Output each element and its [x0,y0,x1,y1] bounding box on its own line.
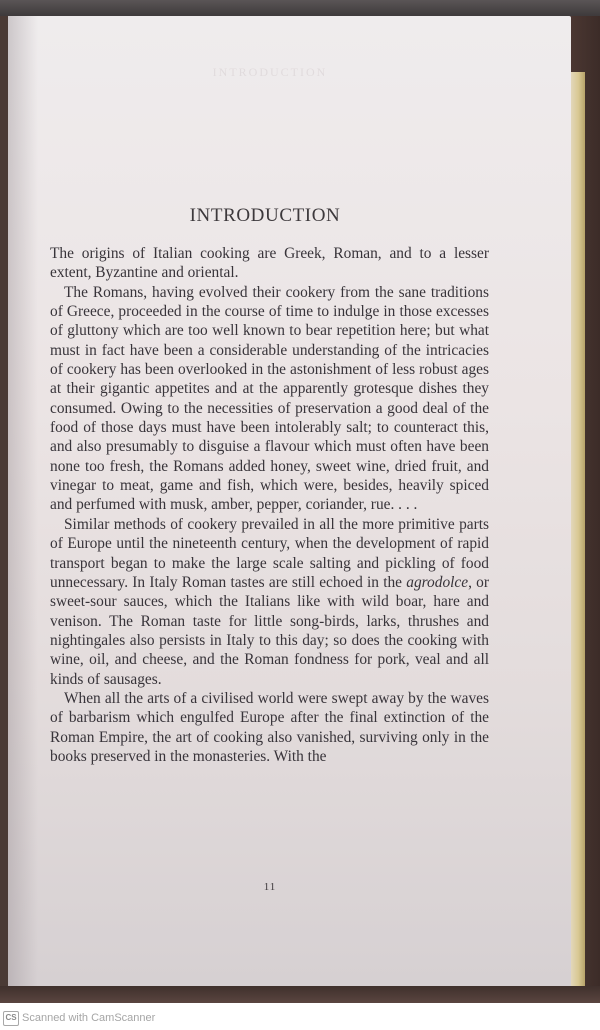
watermark-text: Scanned with CamScanner [22,1012,156,1024]
paragraph-1: The origins of Italian cooking are Greek, Roman, and to a lesser extent, Byzantine and oriental. [50,245,489,282]
paragraph-2: The Romans, having evolved their cookery from the sane traditions of Greece, proceeded in the course of time to indulge in those excesses of gluttony which are too well known to bear repetition here; but what must in fact have been a considerable understanding of the intricacies of cookery has been overlooked in the astonishment of less robust ages at their gigantic appetites and at the apparently grotesque dishes they consumed. Owing to the necessities of preservation a good deal of the food of those days must have been intolerably salt; to counteract this, and also presumably to disguise a flavour which must often have been none too fresh, the Romans added honey, sweet wine, dried fruit, and vinegar to meat, game and fish, which were, besides, heavily spiced and perfumed with musk, amber, pepper, coriander, rue. . . . [50,283,489,514]
background-top [0,0,600,16]
paragraph-3-end: , or sweet-sour sauces, which the Italians like with wild boar, hare and venison. The Roman taste for little song-birds, larks, thrushes and nightingales also persists in Italy to this day; so does the cooking with wine, oil, and cheese, and the Roman fondness for pork, veal and all kinds of sausages. [50,573,489,688]
camscanner-watermark [3,1009,155,1027]
bleed-through-running-head: INTRODUCTION [212,65,328,79]
paragraph-4: When all the arts of a civilised world were swept away by the waves of barbarism which engulfed Europe after the final extinction of the Roman Empire, the art of cooking also vanished, surviving only in the books preserved in the monasteries. With the [50,689,489,765]
body-text [50,244,489,766]
page-number: 11 [263,881,277,893]
gutter-shadow [8,16,38,986]
paragraph-3-start: Similar methods of cookery prevailed in all the more primitive parts of Europe until the nineteenth century, when the development of rapid transport began to make the large scale salting and pickling of food unnecessary. In Italy Roman tastes are still echoed in the [50,515,489,591]
camscanner-logo-icon: CS [3,1011,19,1026]
paragraph-3 [50,515,489,689]
chapter-title: INTRODUCTION [189,205,341,226]
background-bottom [0,986,600,1003]
italic-term: agrodolce [406,573,469,591]
